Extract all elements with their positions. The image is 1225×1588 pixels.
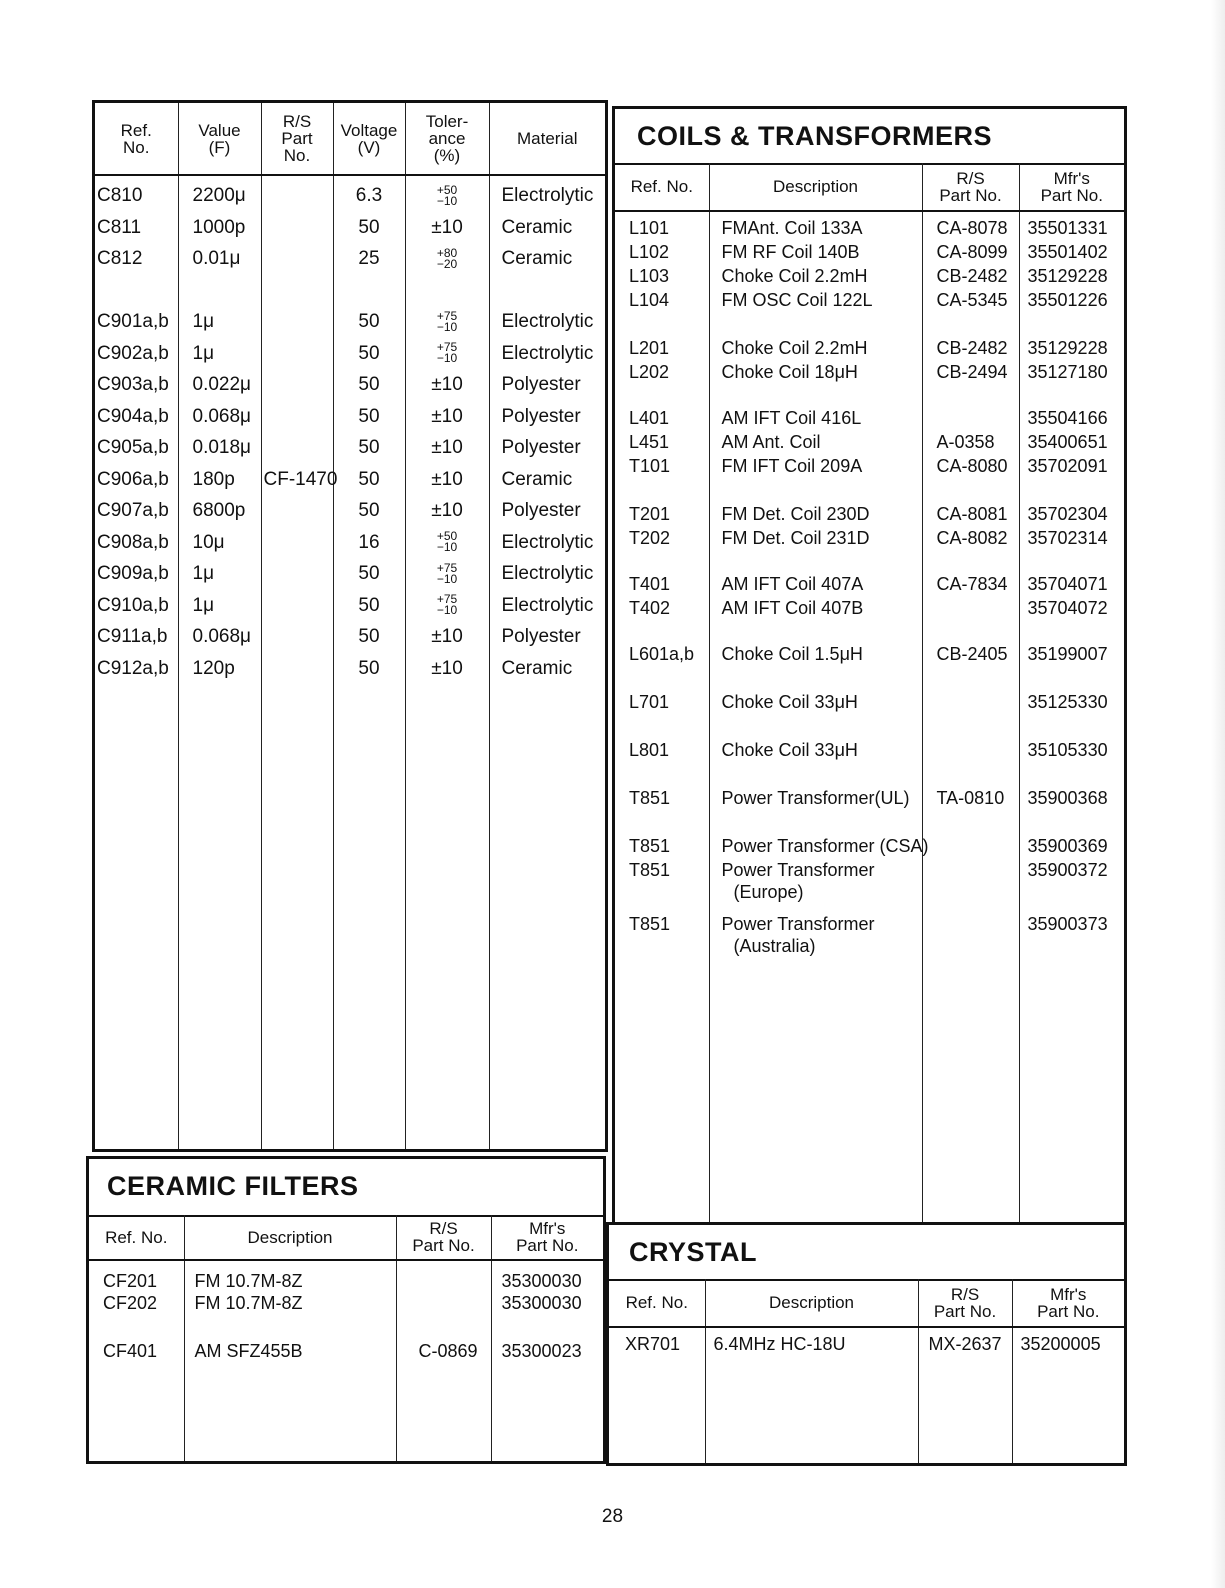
coil-ref: L104 xyxy=(629,290,670,310)
coil-ref: T201 xyxy=(629,504,671,524)
capacitor-voltage: 6.3 xyxy=(355,185,383,206)
coil-description: AM Ant. Coil xyxy=(721,432,821,452)
ceramic-filters-body xyxy=(89,1215,603,1461)
capacitor-ref: C908a,b xyxy=(97,531,169,553)
page-edge xyxy=(1211,0,1225,1588)
header-ref: Ref. No. xyxy=(95,103,178,175)
capacitor-ref: C909a,b xyxy=(97,563,169,584)
coil-rs-part: CB-2482 xyxy=(936,266,1008,286)
crystal-header-mfr: Mfr's Part No. xyxy=(1012,1279,1124,1327)
col-ref xyxy=(95,175,178,1149)
coil-mfr-part: 35127180 xyxy=(1027,362,1108,382)
capacitor-value xyxy=(179,275,261,307)
coil-mfr-part: 35900369 xyxy=(1027,836,1108,856)
crystal-header-row xyxy=(609,1279,1124,1327)
filter-ref: CF401 xyxy=(103,1341,158,1361)
capacitor-tolerance xyxy=(406,590,489,622)
capacitor-value: 180p xyxy=(192,468,235,490)
capacitor-grid xyxy=(95,103,605,1149)
header-material: Material xyxy=(489,103,605,175)
capacitor-tolerance: ±10 xyxy=(431,405,463,427)
coil-ref: L102 xyxy=(629,242,670,262)
coil-ref: T202 xyxy=(629,528,671,548)
capacitor-tolerance xyxy=(406,306,489,338)
capacitor-tolerance: ±10 xyxy=(431,437,463,458)
coil-ref: L201 xyxy=(629,338,670,358)
capacitor-ref: C910a,b xyxy=(97,594,169,616)
filter-mfr-part: 35300023 xyxy=(501,1341,582,1361)
capacitor-voltage: 50 xyxy=(358,216,380,238)
col-rs-part xyxy=(261,175,338,1149)
capacitor-material: Ceramic xyxy=(501,248,573,269)
crystal-description: 6.4MHz HC-18U xyxy=(713,1334,846,1354)
coil-ref: L103 xyxy=(629,266,670,286)
capacitor-voltage xyxy=(334,275,405,307)
capacitor-voltage: 16 xyxy=(358,531,380,553)
capacitor-material: Electrolytic xyxy=(501,531,594,553)
coil-mfr-part: 35129228 xyxy=(1027,266,1108,286)
ceramic-filters-title-bar xyxy=(89,1159,603,1217)
capacitor-material: Ceramic xyxy=(501,216,573,238)
coil-ref: L401 xyxy=(629,408,670,428)
capacitor-voltage: 50 xyxy=(358,311,380,332)
crystal-rows xyxy=(609,1327,1124,1463)
coil-rs-part: CA-8078 xyxy=(936,218,1008,238)
capacitor-tolerance: ±10 xyxy=(431,500,463,521)
coil-ref: T851 xyxy=(629,914,671,934)
coil-rs-part: CB-2405 xyxy=(936,644,1008,664)
coil-mfr-part: 35900368 xyxy=(1027,788,1108,808)
coil-description: FM Det. Coil 231D xyxy=(721,528,870,548)
header-tolerance: Toler- ance (%) xyxy=(405,103,489,175)
coil-mfr-part: 35105330 xyxy=(1027,740,1108,760)
capacitor-value: 120p xyxy=(192,657,235,679)
tolerance-range xyxy=(436,560,458,586)
coil-description: FM RF Coil 140B xyxy=(721,242,860,262)
capacitor-value: 2200μ xyxy=(192,185,246,206)
filter-ref: CF202 xyxy=(103,1293,158,1313)
tolerance-plus: +75 xyxy=(436,560,458,575)
coil-rs-part: CA-7834 xyxy=(936,574,1008,594)
capacitor-ref: C901a,b xyxy=(97,311,169,332)
capacitor-material xyxy=(490,275,606,307)
coil-ref: L101 xyxy=(629,218,670,238)
coil-mfr-part: 35704071 xyxy=(1027,574,1108,594)
tolerance-minus: −10 xyxy=(436,571,458,586)
coil-mfr-part: 35900372 xyxy=(1027,860,1108,880)
capacitor-value: 1μ xyxy=(192,563,215,584)
capacitor-tolerance: ±10 xyxy=(431,216,463,238)
capacitor-material: Polyester xyxy=(501,500,581,521)
coil-description: FM Det. Coil 230D xyxy=(721,504,870,524)
coil-description: Choke Coil 33μH xyxy=(721,740,858,760)
col-material xyxy=(489,175,605,1149)
col-voltage xyxy=(333,175,405,1149)
coil-description: Choke Coil 2.2mH xyxy=(721,338,868,358)
coil-description: FMAnt. Coil 133A xyxy=(721,218,863,238)
coil-ref: T851 xyxy=(629,860,671,880)
coils-header-row xyxy=(615,163,1124,211)
capacitor-voltage: 25 xyxy=(358,248,380,269)
coil-mfr-part: 35501402 xyxy=(1027,242,1108,262)
tolerance-minus: −10 xyxy=(436,351,458,366)
capacitor-material: Electrolytic xyxy=(501,342,594,364)
capacitor-material: Polyester xyxy=(501,405,581,427)
tolerance-range xyxy=(437,594,457,616)
cf-header-ref: Ref. No. xyxy=(89,1215,184,1260)
crystal-title: CRYSTAL xyxy=(629,1237,757,1267)
coil-description-continued: (Australia) xyxy=(733,936,816,956)
capacitor-voltage: 50 xyxy=(358,468,380,490)
capacitor-tolerance: ±10 xyxy=(431,626,463,647)
coils-title: COILS & TRANSFORMERS xyxy=(637,121,993,151)
capacitor-voltage: 50 xyxy=(358,342,380,364)
capacitor-value: 1μ xyxy=(192,311,215,332)
coil-description: Choke Coil 1.5μH xyxy=(721,644,863,664)
capacitor-value: 10μ xyxy=(192,531,225,553)
col-value xyxy=(178,175,261,1149)
coils-transformers-table xyxy=(612,106,1127,1226)
header-value: Value (F) xyxy=(178,103,261,175)
coil-rs-part: CA-8082 xyxy=(936,528,1008,548)
coil-mfr-part: 35704072 xyxy=(1027,598,1108,618)
page-number: 28 xyxy=(601,1506,624,1527)
capacitor-voltage: 50 xyxy=(358,594,380,616)
tolerance-plus: +75 xyxy=(436,592,458,607)
coil-description: FM OSC Coil 122L xyxy=(721,290,873,310)
tolerance-plus: +75 xyxy=(436,340,458,355)
coil-rs-part: CB-2482 xyxy=(936,338,1008,358)
capacitor-voltage: 50 xyxy=(358,405,380,427)
coil-mfr-part: 35501226 xyxy=(1027,290,1108,310)
tolerance-plus: +75 xyxy=(436,308,458,323)
crystal-header-rs: R/S Part No. xyxy=(918,1279,1012,1327)
coil-ref: L601a,b xyxy=(629,644,695,664)
coil-rs-part: CA-8080 xyxy=(936,456,1008,476)
crystal-title-bar xyxy=(609,1225,1124,1281)
coil-description: Power Transformer xyxy=(721,914,875,934)
capacitor-value: 0.018μ xyxy=(192,437,251,458)
capacitor-tolerance xyxy=(406,275,489,307)
capacitor-tolerance xyxy=(406,243,489,275)
ceramic-filters-title: CERAMIC FILTERS xyxy=(107,1171,359,1201)
capacitor-ref: C906a,b xyxy=(97,468,169,490)
coil-mfr-part: 35702304 xyxy=(1027,504,1108,524)
crystal-mfr-part: 35200005 xyxy=(1020,1334,1101,1354)
capacitor-ref: C811 xyxy=(97,216,142,238)
coil-description: Choke Coil 18μH xyxy=(721,362,858,382)
filter-description: FM 10.7M-8Z xyxy=(194,1293,303,1313)
ceramic-filters-table xyxy=(86,1156,606,1464)
cf-header-mfr: Mfr's Part No. xyxy=(491,1215,603,1260)
capacitor-material: Ceramic xyxy=(501,468,573,490)
capacitor-ref: C902a,b xyxy=(97,342,169,364)
tolerance-minus: −10 xyxy=(436,193,458,208)
tolerance-plus: +50 xyxy=(436,182,458,197)
tolerance-range xyxy=(436,245,458,271)
tolerance-range xyxy=(437,531,457,553)
capacitor-value: 6800p xyxy=(192,500,246,521)
coil-rs-part: CA-8081 xyxy=(936,504,1008,524)
tolerance-range xyxy=(436,182,458,208)
capacitor-body xyxy=(95,175,605,1149)
coil-rs-part: A-0358 xyxy=(936,432,995,452)
capacitor-voltage: 50 xyxy=(358,626,380,647)
coil-description: Choke Coil 2.2mH xyxy=(721,266,868,286)
crystal-table xyxy=(606,1222,1127,1466)
coil-description-continued: (Europe) xyxy=(733,882,804,902)
capacitor-material: Electrolytic xyxy=(501,185,594,206)
coil-rs-part: CA-5345 xyxy=(936,290,1008,310)
coil-description: AM IFT Coil 416L xyxy=(721,408,862,428)
ceramic-filters-rows xyxy=(89,1260,603,1461)
filter-mfr-part: 35300030 xyxy=(501,1293,582,1313)
coil-ref: T402 xyxy=(629,598,671,618)
capacitor-ref: C810 xyxy=(97,185,143,206)
capacitor-material: Polyester xyxy=(501,374,581,395)
capacitor-material: Ceramic xyxy=(501,657,573,679)
coil-description: FM IFT Coil 209A xyxy=(721,456,863,476)
coil-ref: T851 xyxy=(629,836,671,856)
coil-mfr-part: 35125330 xyxy=(1027,692,1108,712)
crystal-ref: XR701 xyxy=(625,1334,681,1354)
capacitor-ref: C905a,b xyxy=(97,437,169,458)
capacitor-tolerance xyxy=(406,527,489,559)
capacitor-tolerance: ±10 xyxy=(431,468,463,490)
tolerance-minus: −10 xyxy=(436,319,458,334)
coil-description: AM IFT Coil 407B xyxy=(721,598,864,618)
coil-mfr-part: 35702314 xyxy=(1027,528,1108,548)
filter-mfr-part: 35300030 xyxy=(501,1271,582,1291)
capacitor-material: Electrolytic xyxy=(501,594,594,616)
coil-mfr-part: 35199007 xyxy=(1027,644,1108,664)
col-tolerance xyxy=(405,175,489,1149)
tolerance-plus: +50 xyxy=(436,529,458,544)
ceramic-filters-header-row xyxy=(89,1215,603,1260)
capacitor-ref: C812 xyxy=(97,248,143,269)
capacitor-header-row xyxy=(95,103,605,175)
coil-ref: L202 xyxy=(629,362,670,382)
coils-title-bar xyxy=(615,109,1124,165)
tolerance-minus: −20 xyxy=(436,256,458,271)
tolerance-minus: −10 xyxy=(436,603,458,618)
coil-ref: T401 xyxy=(629,574,671,594)
capacitor-tolerance xyxy=(406,338,489,370)
capacitor-tolerance: ±10 xyxy=(431,374,463,395)
capacitor-material: Polyester xyxy=(501,437,581,458)
coil-mfr-part: 35501331 xyxy=(1027,218,1108,238)
coil-description: Power Transformer xyxy=(721,860,875,880)
capacitor-tolerance: ±10 xyxy=(431,657,463,679)
capacitor-voltage: 50 xyxy=(358,500,380,521)
capacitor-value: 0.022μ xyxy=(192,374,251,395)
coils-header-rs: R/S Part No. xyxy=(922,163,1019,211)
crystal-rs-part: MX-2637 xyxy=(928,1334,1002,1354)
coil-description: Power Transformer (CSA) xyxy=(721,836,929,856)
coil-ref: T851 xyxy=(629,788,671,808)
coils-header-mfr: Mfr's Part No. xyxy=(1019,163,1124,211)
capacitor-ref xyxy=(95,275,178,307)
coil-description: Power Transformer(UL) xyxy=(721,788,910,808)
capacitor-voltage: 50 xyxy=(358,657,380,679)
capacitor-value: 1μ xyxy=(192,342,215,364)
crystal-body xyxy=(609,1279,1124,1463)
capacitor-material: Electrolytic xyxy=(501,563,594,584)
filter-ref: CF201 xyxy=(103,1271,158,1291)
coils-header-ref: Ref. No. xyxy=(615,163,709,211)
capacitor-ref: C911a,b xyxy=(97,626,168,647)
coil-rs-part: CB-2494 xyxy=(936,362,1008,382)
coils-header-desc: Description xyxy=(709,163,922,211)
filter-rs-part: C-0869 xyxy=(418,1341,478,1361)
coil-mfr-part: 35400651 xyxy=(1027,432,1108,452)
coils-rows xyxy=(615,211,1124,1223)
coil-mfr-part: 35129228 xyxy=(1027,338,1108,358)
cf-header-desc: Description xyxy=(184,1215,396,1260)
capacitor-value: 0.01μ xyxy=(192,248,241,269)
capacitor-voltage: 50 xyxy=(358,563,380,584)
cf-header-rs: R/S Part No. xyxy=(396,1215,491,1260)
tolerance-range xyxy=(436,308,458,334)
tolerance-plus: +80 xyxy=(436,245,458,260)
coil-description: Choke Coil 33μH xyxy=(721,692,858,712)
filter-description: FM 10.7M-8Z xyxy=(194,1271,303,1291)
capacitor-ref: C907a,b xyxy=(97,500,169,521)
coil-ref: T101 xyxy=(629,456,671,476)
capacitor-value: 0.068μ xyxy=(192,405,251,427)
coil-ref: L801 xyxy=(629,740,670,760)
coil-rs-part: CA-8099 xyxy=(936,242,1008,262)
coil-rs-part: TA-0810 xyxy=(936,788,1005,808)
capacitor-material: Polyester xyxy=(501,626,581,647)
coil-ref: L701 xyxy=(629,692,670,712)
coil-mfr-part: 35504166 xyxy=(1027,408,1108,428)
capacitor-ref: C912a,b xyxy=(97,657,169,679)
capacitor-material: Electrolytic xyxy=(501,311,594,332)
crystal-header-ref: Ref. No. xyxy=(609,1279,705,1327)
rs-part-shared: CF-1470 xyxy=(263,469,338,490)
filter-description: AM SFZ455B xyxy=(194,1341,303,1361)
capacitor-tolerance xyxy=(406,558,489,590)
coil-mfr-part: 35900373 xyxy=(1027,914,1108,934)
capacitor-tolerance xyxy=(406,180,489,212)
capacitor-value: 0.068μ xyxy=(192,626,251,647)
coil-description: AM IFT Coil 407A xyxy=(721,574,864,594)
header-rs-part: R/S Part No. xyxy=(261,103,333,175)
capacitor-table xyxy=(92,100,608,1152)
coil-ref: L451 xyxy=(629,432,670,452)
tolerance-range xyxy=(437,342,457,364)
capacitor-value: 1000p xyxy=(192,216,246,238)
capacitor-ref: C904a,b xyxy=(97,405,169,427)
capacitor-value: 1μ xyxy=(192,594,215,616)
tolerance-minus: −10 xyxy=(436,540,458,555)
crystal-header-desc: Description xyxy=(705,1279,918,1327)
coils-body xyxy=(615,163,1124,1223)
capacitor-voltage: 50 xyxy=(358,437,380,458)
capacitor-voltage: 50 xyxy=(358,374,380,395)
capacitor-ref: C903a,b xyxy=(97,374,169,395)
header-voltage: Voltage (V) xyxy=(333,103,405,175)
coil-mfr-part: 35702091 xyxy=(1027,456,1108,476)
